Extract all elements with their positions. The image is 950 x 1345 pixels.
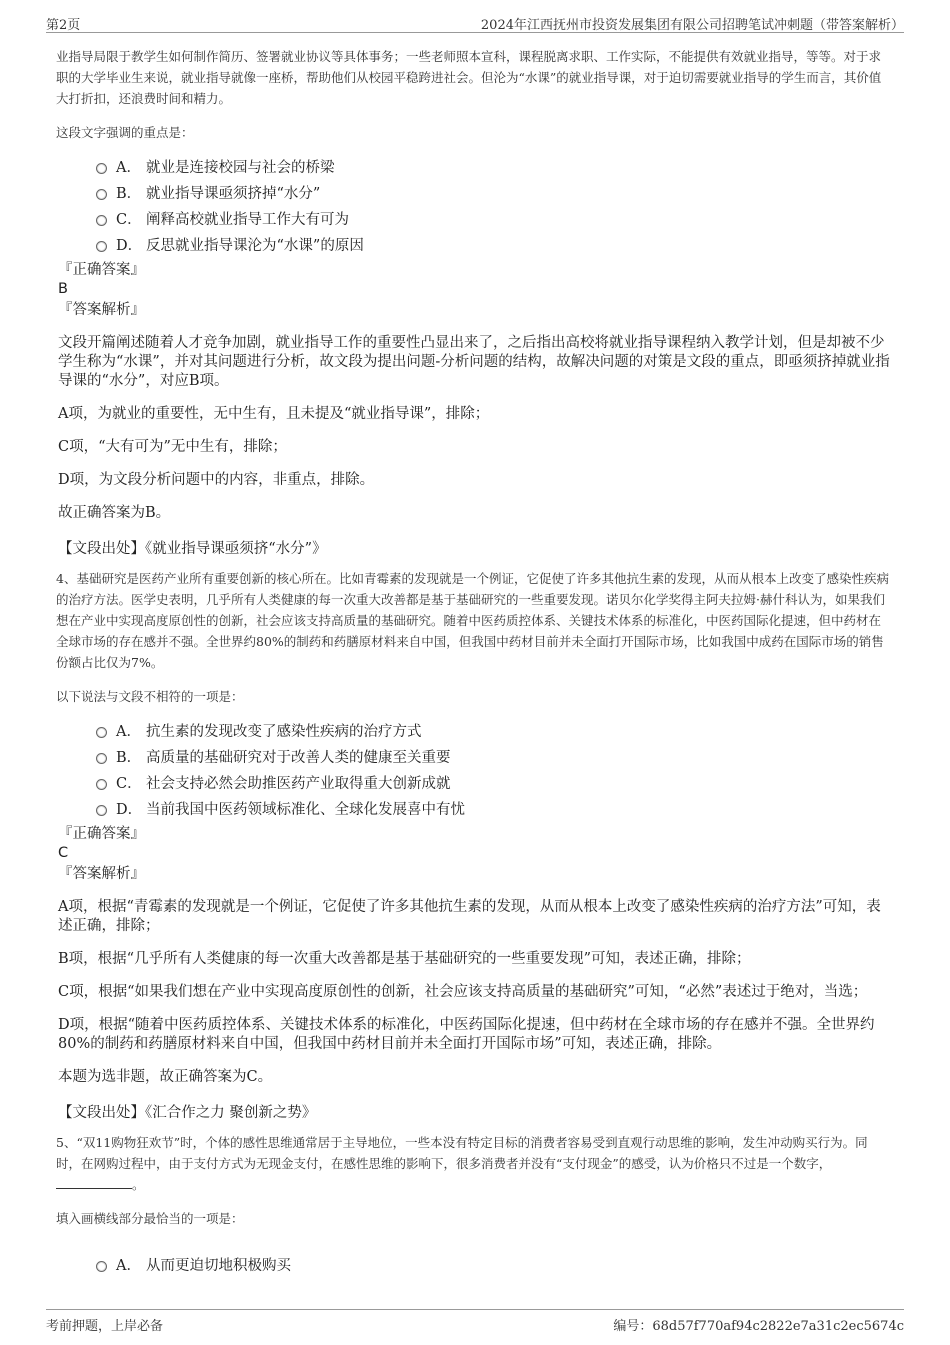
- radio-icon[interactable]: [96, 241, 107, 252]
- radio-icon[interactable]: [96, 215, 107, 226]
- q3-passage: 业指导局限于教学生如何制作简历、签署就业协议等具体事务；一些老师照本宣科，课程脱离求职、工作实际，不能提供有效就业指导，等等。对于求职的大学毕业生来说，就业指导就像一座桥，帮助他们从校园平稳跨进社会。但沦为“水课”的就业指导课，对于迫切需要就业指导的学生而言，其价值大打折扣，还浪费时间和精力。: [56, 49, 882, 106]
- fill-blank: [56, 1176, 132, 1189]
- q3-option-a[interactable]: A． 就业是连接校园与社会的桥梁: [96, 153, 890, 179]
- q4-options: [56, 717, 890, 821]
- q3-option-c[interactable]: C． 阐释高校就业指导工作大有可为: [96, 205, 890, 231]
- radio-icon[interactable]: [96, 1261, 107, 1272]
- page-header: [46, 12, 904, 33]
- q5-passage: 5、“双11购物狂欢节”时，个体的感性思维通常居于主导地位，一些本没有特定目标的消费者容易受到直观行动思维的影响，发生冲动购买行为。同时，在网购过程中，由于支付方式为无现金支付，在感性思维的影响下，很多消费者并没有“支付现金”的感受，认为价格只不过是一个数字，。: [56, 1135, 868, 1192]
- radio-icon[interactable]: [96, 753, 107, 764]
- q3-analysis-c: C项，“大有可为”无中生有，排除；: [58, 439, 287, 455]
- q3-analysis-a: A项，为就业的重要性，无中生有，且未提及“就业指导课”，排除；: [58, 406, 490, 422]
- q3-answer: B: [58, 281, 68, 297]
- q4-option-c[interactable]: C． 社会支持必然会助推医药产业取得重大创新成就: [96, 769, 890, 795]
- q3-option-d[interactable]: D． 反思就业指导课沦为“水课”的原因: [96, 231, 890, 257]
- q3-analysis-label: 『答案解析』: [58, 302, 145, 318]
- radio-icon[interactable]: [96, 727, 107, 738]
- q3-question: 这段文字强调的重点是：: [56, 125, 194, 140]
- q5-option-a[interactable]: A． 从而更迫切地积极购买: [96, 1251, 890, 1277]
- radio-icon[interactable]: [96, 779, 107, 790]
- radio-icon[interactable]: [96, 163, 107, 174]
- q4-answer: C: [58, 845, 69, 861]
- q3-analysis-d: D项，为文段分析问题中的内容，非重点，排除。: [58, 472, 375, 488]
- q4-option-a[interactable]: A． 抗生素的发现改变了感染性疾病的治疗方式: [96, 717, 890, 743]
- q4-analysis-d: D项，根据“随着中医药质控体系、关键技术体系的标准化，中医药国际化提速，但中药材在全球市场的存在感并不强。全世界约80%的制药和药膳原材料来自中国，但我国中药材目前并未全面打开国际市场”可知，表述正确，排除。: [58, 1017, 875, 1052]
- document-id: 编号：68d57f770af94c2822e7a31c2ec5674c: [613, 1319, 904, 1334]
- footer-slogan: 考前押题，上岸必备: [46, 1319, 164, 1334]
- q4-passage: 4、基础研究是医药产业所有重要创新的核心所在。比如青霉素的发现就是一个例证，它促使了许多其他抗生素的发现，从而从根本上改变了感染性疾病的治疗方法。医学史表明，几乎所有人类健康的每一次重大改善都是基于基础研究的一些重要发现。诺贝尔化学奖得主阿夫拉姆·赫什科认为，如果我们想在产业中实现高度原创性的创新，社会应该支持高质量的基础研究。随着中医药质控体系、关键技术体系的标准化，中医药国际化提速，但中药材在全球市场的存在感并不强。全世界约80%的制药和药膳原材料来自中国，但我国中药材目前并未全面打开国际市场，比如我国中成药在国际市场的销售份额占比仅为7%。: [56, 571, 889, 670]
- page-content: [56, 46, 890, 1277]
- q5-options: [56, 1251, 890, 1277]
- q4-analysis-label: 『答案解析』: [58, 866, 145, 882]
- radio-icon[interactable]: [96, 189, 107, 200]
- q3-answer-label: 『正确答案』: [58, 262, 145, 278]
- q4-option-b[interactable]: B． 高质量的基础研究对于改善人类的健康至关重要: [96, 743, 890, 769]
- q4-question: 以下说法与文段不相符的一项是：: [56, 689, 244, 704]
- q5-question: 填入画横线部分最恰当的一项是：: [56, 1211, 244, 1226]
- page-number: 第2页: [46, 18, 81, 33]
- q3-source: 【文段出处】《就业指导课亟须挤“水分”》: [58, 541, 327, 557]
- q4-answer-label: 『正确答案』: [58, 826, 145, 842]
- q3-conclusion: 故正确答案为B。: [58, 505, 171, 521]
- q4-conclusion: 本题为选非题，故正确答案为C。: [58, 1069, 273, 1085]
- page-footer: [46, 1309, 904, 1332]
- q3-options: [56, 153, 890, 257]
- q4-analysis-b: B项，根据“几乎所有人类健康的每一次重大改善都是基于基础研究的一些重要发现”可知，表述正确，排除；: [58, 951, 751, 967]
- q4-analysis-c: C项，根据“如果我们想在产业中实现高度原创性的创新，社会应该支持高质量的基础研究”可知，“必然”表述过于绝对，当选；: [58, 984, 868, 1000]
- q3-analysis-main: 文段开篇阐述随着人才竞争加剧，就业指导工作的重要性凸显出来了，之后指出高校将就业指导课程纳入教学计划，但是却被不少学生称为“水课”，并对其问题进行分析，故文段为提出问题-分析问题的结构，故解决问题的对策是文段的重点，即亟须挤掉就业指导课的“水分”，对应B项。: [58, 335, 890, 389]
- q4-option-d[interactable]: D． 当前我国中医药领域标准化、全球化发展喜中有忧: [96, 795, 890, 821]
- document-title: 2024年江西抚州市投资发展集团有限公司招聘笔试冲刺题（带答案解析）: [480, 18, 904, 33]
- q4-source: 【文段出处】《汇合作之力 聚创新之势》: [58, 1105, 317, 1121]
- q4-analysis-a: A项，根据“青霉素的发现就是一个例证，它促使了许多其他抗生素的发现，从而从根本上改变了感染性疾病的治疗方法”可知，表述正确，排除；: [58, 899, 881, 934]
- q3-option-b[interactable]: B． 就业指导课亟须挤掉“水分”: [96, 179, 890, 205]
- radio-icon[interactable]: [96, 805, 107, 816]
